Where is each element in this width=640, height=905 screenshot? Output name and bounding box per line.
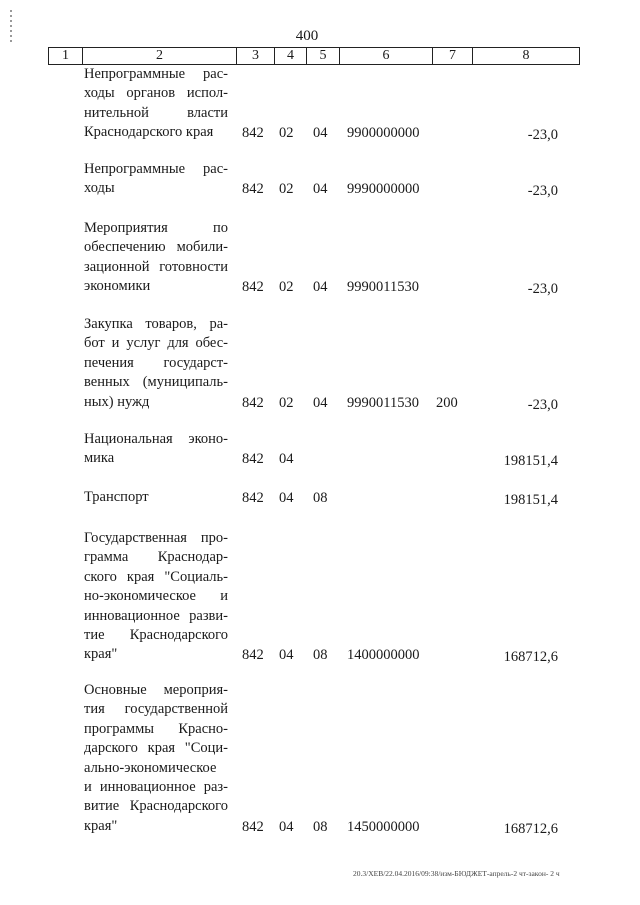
item-name-line: мика	[84, 450, 115, 467]
cell-col-3: 842	[242, 818, 264, 835]
item-name-line: экономики	[84, 278, 151, 295]
cell-col-6: 9990000000	[347, 181, 420, 198]
cell-col-3: 842	[242, 647, 264, 664]
item-name-line: печения государст-	[84, 354, 228, 371]
item-name-line: витие Краснодарского	[84, 798, 228, 815]
cell-col-8: -23,0	[527, 396, 558, 413]
item-name-line: зационной готовности	[84, 258, 228, 275]
cell-col-4: 04	[279, 490, 294, 506]
cell-col-3: 842	[242, 490, 264, 506]
item-name-line: тие Краснодарского	[84, 627, 228, 644]
cell-col-8: -23,0	[527, 183, 558, 200]
item-name-line: ных) нужд	[84, 393, 150, 410]
header-col-2: 2	[82, 47, 236, 65]
header-col-3: 3	[236, 47, 274, 65]
cell-col-6: 9990011530	[347, 394, 419, 411]
item-name	[84, 219, 228, 297]
cell-col-8: -23,0	[527, 281, 558, 298]
item-name	[84, 488, 228, 507]
item-name-line: инновационное разви-	[84, 607, 228, 624]
cell-col-5: 08	[313, 818, 328, 835]
cell-col-8: 168712,6	[503, 820, 558, 837]
cell-col-4: 04	[279, 451, 294, 468]
item-name	[84, 65, 228, 143]
item-name-line: Непрограммные рас-	[84, 161, 228, 177]
cell-col-4: 02	[279, 394, 294, 411]
cell-col-4: 02	[279, 125, 294, 142]
item-name-line: ходы	[84, 180, 115, 197]
item-name-line: дарского края "Соци-	[84, 740, 228, 757]
header-col-7: 7	[432, 47, 472, 65]
cell-col-4: 02	[279, 279, 294, 296]
item-name	[84, 430, 228, 469]
item-name-line: Закупка товаров, ра-	[84, 316, 228, 332]
header-col-5: 5	[306, 47, 339, 65]
item-name-line: нительной власти	[84, 104, 228, 121]
item-name-line: края"	[84, 646, 118, 663]
header-col-1: 1	[48, 47, 82, 65]
cell-col-8: 198151,4	[503, 453, 558, 470]
item-name-line: грамма Краснодар-	[84, 549, 228, 566]
item-name	[84, 529, 228, 665]
header-col-4: 4	[274, 47, 306, 65]
cell-col-4: 04	[279, 647, 294, 664]
cell-col-8: -23,0	[527, 127, 558, 144]
cell-col-5: 04	[313, 125, 328, 142]
item-name-line: обеспечению мобили-	[84, 239, 228, 256]
item-name-line: бот и услуг для обес-	[84, 335, 228, 352]
item-name-line: но-экономическое и	[84, 588, 228, 605]
cell-col-6: 1400000000	[347, 647, 420, 664]
item-name-line: программы Красно-	[84, 720, 228, 737]
item-name-line: ально-экономическое	[84, 759, 217, 776]
item-name	[84, 160, 228, 199]
item-name-line: Транспорт	[84, 489, 149, 505]
cell-col-6: 1450000000	[347, 818, 420, 835]
cell-col-6: 9990011530	[347, 279, 419, 296]
item-name-line: края"	[84, 817, 118, 834]
item-name-line: венных (муниципаль-	[84, 374, 228, 391]
page-number: 400	[295, 28, 319, 44]
cell-col-3: 842	[242, 394, 264, 411]
cell-col-3: 842	[242, 181, 264, 198]
cell-col-4: 02	[279, 181, 294, 198]
header-col-6: 6	[339, 47, 432, 65]
cell-col-7: 200	[436, 394, 458, 411]
item-name-line: ходы органов испол-	[84, 85, 228, 102]
cell-col-5: 04	[313, 181, 328, 198]
cell-col-5: 04	[313, 279, 328, 296]
item-name-line: Мероприятия по	[84, 220, 228, 236]
cell-col-8: 198151,4	[503, 492, 558, 508]
item-name-line: Краснодарского края	[84, 124, 214, 141]
item-name	[84, 315, 228, 412]
item-name-line: Национальная эконо-	[84, 431, 228, 447]
item-name-line: Государственная про-	[84, 530, 228, 546]
item-name-line: и инновационное раз-	[84, 779, 228, 796]
item-name-line: Основные мероприя-	[84, 682, 228, 698]
item-name-line: тия государственной	[84, 701, 228, 718]
cell-col-5: 08	[313, 490, 328, 506]
cell-col-8: 168712,6	[503, 649, 558, 666]
cell-col-3: 842	[242, 125, 264, 142]
cell-col-3: 842	[242, 279, 264, 296]
cell-col-4: 04	[279, 818, 294, 835]
footer-code: 20.3/XEB/22.04.2016/09:38/изм-БЮДЖЕТ-апрель-2 чт-закон- 2 ч	[353, 869, 560, 878]
cell-col-5: 04	[313, 394, 328, 411]
cell-col-5: 08	[313, 647, 328, 664]
header-col-8: 8	[472, 47, 580, 65]
cell-col-6: 9900000000	[347, 125, 420, 142]
item-name-line: Непрограммные рас-	[84, 66, 228, 82]
item-name-line: ского края "Социаль-	[84, 568, 228, 585]
item-name	[84, 681, 228, 836]
cell-col-3: 842	[242, 451, 264, 468]
